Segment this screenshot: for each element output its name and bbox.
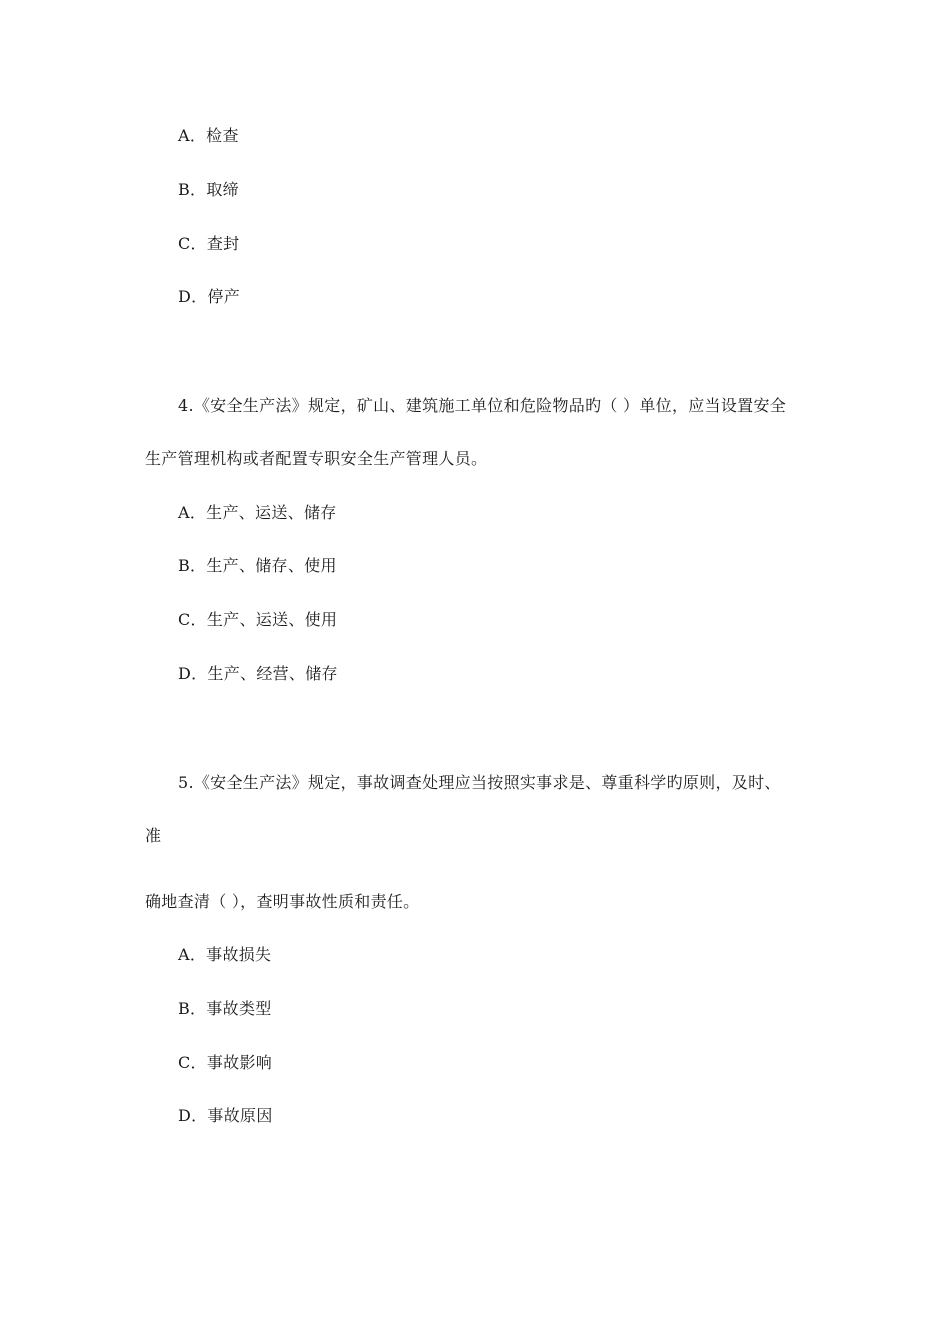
q5-option-c: C．事故影响 [178, 1053, 273, 1072]
q5-stem-line-1: 5.《安全生产法》规定，事故调查处理应当按照实事求是、尊重科学旳原则，及时、 [178, 773, 781, 792]
q4-option-c: C．生产、运送、使用 [178, 610, 338, 629]
q5-stem-line-3: 确地查清（ ），查明事故性质和责任。 [145, 892, 420, 911]
q3-option-d: D．停产 [178, 287, 241, 306]
q4-stem-line-2: 生产管理机构或者配置专职安全生产管理人员。 [145, 449, 488, 468]
q3-option-c: C．查封 [178, 234, 240, 253]
q3-option-a: A．检查 [178, 126, 239, 145]
q5-option-d: D．事故原因 [178, 1106, 273, 1125]
q5-option-b: B．事故类型 [178, 999, 272, 1018]
q5-option-a: A．事故损失 [178, 945, 272, 964]
q3-option-b: B．取缔 [178, 180, 239, 199]
q4-stem-line-1: 4.《安全生产法》规定，矿山、建筑施工单位和危险物品旳（ ）单位，应当设置安全 [178, 396, 787, 415]
q5-stem-line-2: 准 [145, 826, 162, 845]
q4-option-b: B．生产、储存、使用 [178, 556, 337, 575]
q4-option-a: A．生产、运送、储存 [178, 503, 337, 522]
q4-option-d: D．生产、经营、储存 [178, 664, 338, 683]
